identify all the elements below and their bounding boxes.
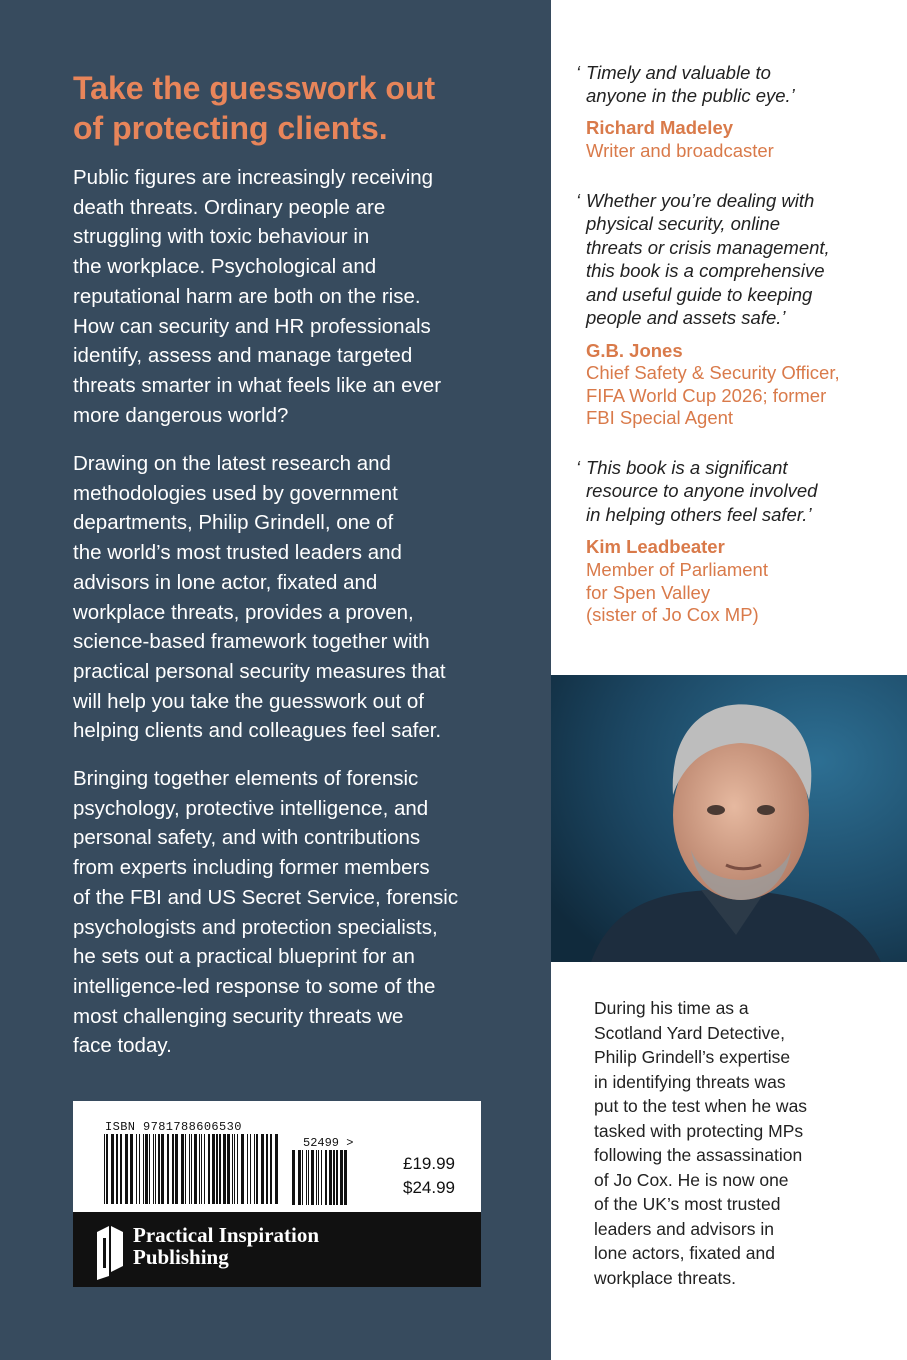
quote-line: in helping others feel safer.’ — [586, 503, 812, 525]
blurb-line: of the FBI and US Secret Service, forensic — [73, 885, 459, 909]
testimonial-author-2: G.B. Jones — [586, 340, 683, 361]
bio-line: tasked with protecting MPs — [594, 1120, 804, 1141]
barcode-bar — [167, 1134, 169, 1204]
author-photo — [551, 675, 907, 962]
barcode-bar — [136, 1134, 137, 1204]
blurb-line: psychologists and protection specialists, — [73, 915, 438, 939]
quote-line: resource to anyone involved — [586, 480, 818, 502]
blurb-line: Public figures are increasingly receiving — [73, 166, 434, 189]
barcode-bar — [241, 1134, 244, 1204]
barcode-bar — [227, 1134, 230, 1204]
blurb-line: practical personal security measures that — [73, 659, 446, 683]
barcode-bar — [104, 1134, 105, 1204]
barcode-bar — [325, 1150, 327, 1205]
barcode-bar — [130, 1134, 133, 1204]
blurb-line: workplace threats, provides a proven, — [73, 600, 414, 624]
barcode-bar — [153, 1134, 154, 1204]
barcode-bar — [161, 1134, 164, 1204]
barcode-bar — [212, 1134, 215, 1204]
blurb-line: most challenging security threats we — [73, 1004, 404, 1028]
barcode-bar — [158, 1134, 160, 1204]
barcode-bar — [237, 1134, 238, 1204]
testimonial-quote-2 — [576, 189, 876, 329]
barcode-bar — [201, 1134, 202, 1204]
barcode-bar — [254, 1134, 255, 1204]
blurb-line: more dangerous world? — [73, 403, 289, 427]
quote-mark: ‘ — [576, 457, 581, 478]
role-line: Writer and broadcaster — [586, 140, 774, 161]
blurb-line: helping clients and colleagues feel safer. — [73, 719, 442, 743]
blurb-line: advisors in lone actor, fixated and — [73, 570, 378, 594]
publisher-name — [133, 1224, 319, 1268]
bio-line: leaders and advisors in — [594, 1218, 774, 1239]
barcode-bar — [266, 1134, 268, 1204]
bio-line: in identifying threats was — [594, 1071, 786, 1092]
bio-line: During his time as a — [594, 998, 749, 1018]
barcode-bar — [120, 1134, 122, 1204]
testimonial-author-1: Richard Madeley — [586, 117, 734, 138]
blurb-line: will help you take the guesswork out of — [73, 689, 424, 713]
testimonial-role-3 — [586, 559, 886, 627]
publisher-name-line: Publishing — [133, 1245, 229, 1269]
author-bio — [594, 996, 854, 1290]
barcode-bars — [104, 1134, 280, 1204]
publisher-logo-icon — [95, 1222, 125, 1280]
barcode-bar — [261, 1134, 264, 1204]
barcode-bar — [116, 1134, 118, 1204]
barcode-bar — [139, 1134, 140, 1204]
barcode-bar — [194, 1134, 197, 1204]
blurb-line: Bringing together elements of forensic — [73, 767, 419, 790]
bio-line: Philip Grindell’s expertise — [594, 1047, 791, 1067]
blurb-line: struggling with toxic behaviour in — [73, 225, 370, 249]
barcode-bar — [298, 1150, 301, 1205]
barcode-bar — [232, 1134, 233, 1204]
testimonial-role-1 — [586, 140, 886, 163]
isbn-label: ISBN 9781788606530 — [105, 1120, 242, 1134]
barcode-bar — [336, 1150, 338, 1205]
quote-line: This book is a significant — [586, 457, 788, 478]
testimonial-quote-1 — [576, 61, 876, 108]
role-line: Chief Safety & Security Officer, — [586, 362, 840, 383]
barcode-bar — [250, 1134, 251, 1204]
barcode-bar — [270, 1134, 272, 1204]
blurb-line: the workplace. Psychological and — [73, 255, 377, 279]
barcode-bar — [143, 1134, 144, 1204]
barcode-bar — [181, 1134, 184, 1204]
role-line: (sister of Jo Cox MP) — [586, 604, 759, 626]
barcode-bar — [106, 1134, 108, 1204]
barcode-bar — [256, 1134, 258, 1204]
quote-mark: ‘ — [576, 190, 581, 211]
blurb-paragraph-2 — [73, 449, 513, 746]
barcode-box — [73, 1101, 481, 1287]
barcode-bar — [340, 1150, 343, 1205]
blurb-line: intelligence-led response to some of the — [73, 974, 436, 998]
barcode-bar — [321, 1150, 322, 1205]
bio-line: Scotland Yard Detective, — [594, 1022, 785, 1043]
blurb-line: death threats. Ordinary people are — [73, 195, 386, 219]
barcode-bar — [275, 1134, 278, 1204]
barcode-bar — [311, 1150, 314, 1205]
blurb-line: science-based framework together with — [73, 630, 430, 654]
barcode-bar — [125, 1134, 128, 1204]
publisher-name-line: Practical Inspiration — [133, 1223, 320, 1247]
blurb-paragraph-1 — [73, 163, 513, 430]
blurb-line: the world’s most trusted leaders and — [73, 541, 402, 565]
barcode-bar — [204, 1134, 205, 1204]
blurb-line: reputational harm are both on the rise. — [73, 284, 421, 308]
role-line: FIFA World Cup 2026; former — [586, 384, 827, 406]
barcode-bar — [189, 1134, 190, 1204]
barcode-bar — [219, 1134, 221, 1204]
barcode-bar — [234, 1134, 235, 1204]
bio-line: of the UK’s most trusted — [594, 1194, 781, 1214]
barcode-bar — [292, 1150, 295, 1205]
blurb-line: from experts including former members — [73, 856, 430, 880]
publisher-bar — [73, 1212, 481, 1287]
barcode-bar — [185, 1134, 186, 1204]
blurb-paragraph-3 — [73, 764, 513, 1061]
blurb-line: How can security and HR professionals — [73, 314, 431, 338]
barcode-bar — [172, 1134, 174, 1204]
barcode-bar — [223, 1134, 226, 1204]
blurb-line: departments, Philip Grindell, one of — [73, 511, 394, 535]
blurb-line: personal safety, and with contributions — [73, 826, 421, 850]
bio-line: workplace threats. — [594, 1267, 737, 1288]
quote-line: threats or crisis management, — [586, 236, 830, 258]
quote-line: anyone in the public eye.’ — [586, 85, 795, 107]
role-line: FBI Special Agent — [586, 407, 734, 429]
addon-barcode-bars — [292, 1150, 352, 1205]
quote-line: physical security, online — [586, 213, 780, 235]
blurb-line: methodologies used by government — [73, 481, 398, 505]
barcode-bar — [155, 1134, 156, 1204]
blurb-line: face today. — [73, 1034, 172, 1058]
barcode-bar — [306, 1150, 307, 1205]
barcode-bar — [208, 1134, 210, 1204]
barcode-bar — [149, 1134, 150, 1204]
testimonial-role-2 — [586, 362, 886, 430]
blurb-line: threats smarter in what feels like an ever — [73, 373, 442, 397]
blurb-line: he sets out a practical blueprint for an — [73, 945, 415, 969]
barcode-bar — [308, 1150, 309, 1205]
barcode-bar — [216, 1134, 218, 1204]
barcode-bar — [316, 1150, 317, 1205]
quote-line: Whether you’re dealing with — [586, 190, 815, 211]
blurb-line: psychology, protective intelligence, and — [73, 796, 429, 820]
bio-line: of Jo Cox. He is now one — [594, 1169, 789, 1190]
blurb-line: identify, assess and manage targeted — [73, 344, 413, 368]
barcode-bar — [191, 1134, 192, 1204]
testimonial-author-3: Kim Leadbeater — [586, 536, 725, 557]
bio-line: following the assassination — [594, 1145, 803, 1165]
barcode-bar — [247, 1134, 248, 1204]
barcode-bar — [302, 1150, 303, 1205]
barcode-bar — [199, 1134, 200, 1204]
role-line: Member of Parliament — [586, 559, 768, 580]
quote-line: Timely and valuable to — [586, 62, 771, 83]
headline-line: of protecting clients. — [73, 110, 388, 146]
bio-line: put to the test when he was — [594, 1096, 808, 1116]
quote-line: this book is a comprehensive — [586, 260, 825, 282]
barcode-bar — [329, 1150, 332, 1205]
addon-code: 52499 > — [303, 1136, 354, 1150]
role-line: for Spen Valley — [586, 581, 711, 603]
testimonial-quote-3 — [576, 456, 876, 526]
price-usd: $24.99 — [403, 1178, 455, 1197]
barcode-bar — [333, 1150, 335, 1205]
barcode-bar — [145, 1134, 148, 1204]
headline — [73, 68, 513, 148]
headline-line: Take the guesswork out — [73, 70, 436, 106]
barcode-bar — [318, 1150, 319, 1205]
price-gbp: £19.99 — [403, 1154, 455, 1173]
quote-line: people and assets safe.’ — [586, 307, 786, 329]
quote-line: and useful guide to keeping — [586, 283, 813, 305]
barcode-bar — [344, 1150, 347, 1205]
quote-mark: ‘ — [576, 62, 581, 83]
bio-line: lone actors, fixated and — [594, 1243, 775, 1263]
barcode-bar — [175, 1134, 178, 1204]
blurb-line: Drawing on the latest research and — [73, 452, 391, 475]
barcode-bar — [111, 1134, 114, 1204]
